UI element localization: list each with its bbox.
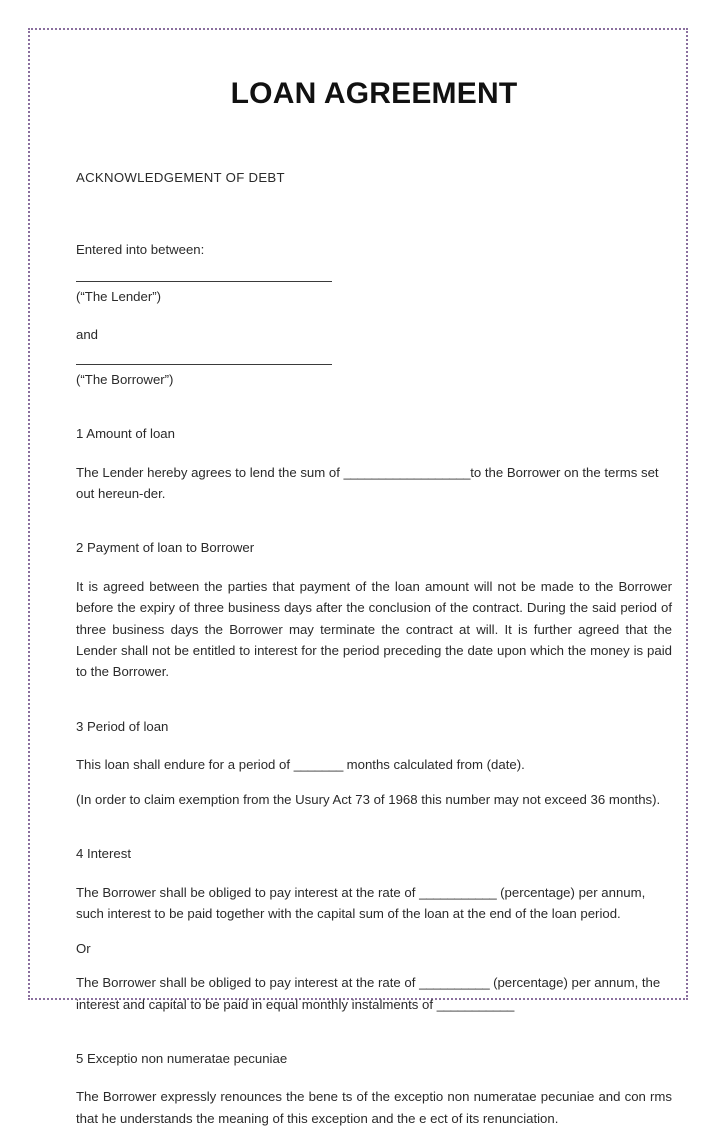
fill-in-blank[interactable]: __________ <box>419 975 490 991</box>
paragraph-text: It is agreed between the parties that payment of the loan amount will not be made to the Borrower before the expiry of three business days after the conclusion of the contract. During the said period of three business days the Borrower may terminate the contract at will. It is further agreed that the Lender shall not be entitled to interest for the period preceding the date upon which the money is paid to the Borrower. <box>76 578 672 680</box>
section-paragraph <box>76 882 672 925</box>
lender-signature-rule <box>76 281 332 282</box>
parties-lead-in: Entered into between: <box>76 242 205 258</box>
section-heading: 5 Exceptio non numeratae pecuniae <box>76 1050 288 1066</box>
section-paragraph <box>76 972 672 1015</box>
document-content <box>76 28 672 1142</box>
paragraph-text: The Borrower shall be obliged to pay interest at the rate of <box>76 884 420 900</box>
section-heading: 3 Period of loan <box>76 718 169 734</box>
fill-in-blank[interactable]: __________________ <box>343 464 471 480</box>
borrower-signature-rule <box>76 364 332 365</box>
fill-in-blank[interactable]: ___________ <box>419 884 497 900</box>
page-title: LOAN AGREEMENT <box>230 77 518 110</box>
section-paragraph <box>76 938 672 959</box>
paragraph-text: This loan shall endure for a period of <box>76 757 294 773</box>
paragraph-text: The Lender hereby agrees to lend the sum of <box>76 464 344 480</box>
parties-conjunction: and <box>76 327 99 343</box>
section-heading: 1 Amount of loan <box>76 426 175 442</box>
paragraph-text: (percentage) per annum, the interest and capital to be paid in equal monthly instalments of <box>76 975 661 1012</box>
section-paragraph <box>76 576 672 683</box>
paragraph-text: Or <box>76 940 91 956</box>
paragraph-text: (In order to claim exemption from the Usury Act 73 of 1968 this number may not exceed 36 months). <box>76 791 661 807</box>
section-paragraph <box>76 462 672 505</box>
section-paragraph <box>76 789 672 810</box>
lender-label: (“The Lender”) <box>76 288 162 304</box>
paragraph-text: The Borrower expressly renounces the bene ts of the exceptio non numeratae pecuniae and con rms that he understands the meaning of this exception and the e ect of its renunciation. <box>76 1089 672 1126</box>
section-paragraph <box>76 754 672 775</box>
borrower-label: (“The Borrower”) <box>76 371 174 387</box>
section-heading: 4 Interest <box>76 846 131 862</box>
paragraph-text: to the Borrower on the terms set out hereun-der. <box>76 464 659 502</box>
paragraph-text: months calculated from (date). <box>342 757 525 773</box>
section-paragraph <box>76 1086 672 1129</box>
fill-in-blank[interactable]: ___________ <box>436 996 515 1012</box>
fill-in-blank[interactable]: _______ <box>293 757 343 773</box>
paragraph-text: The Borrower shall be obliged to pay interest at the rate of <box>76 975 420 991</box>
sections-container <box>76 424 672 1129</box>
section-heading: 2 Payment of loan to Borrower <box>76 540 255 556</box>
borrower-party-block <box>76 364 672 390</box>
lender-party-block <box>76 281 672 307</box>
paragraph-text: (percentage) per annum, such interest to be paid together with the capital sum of the loan at the end of the loan period. <box>76 884 646 922</box>
document-subtitle: ACKNOWLEDGEMENT OF DEBT <box>76 170 285 185</box>
